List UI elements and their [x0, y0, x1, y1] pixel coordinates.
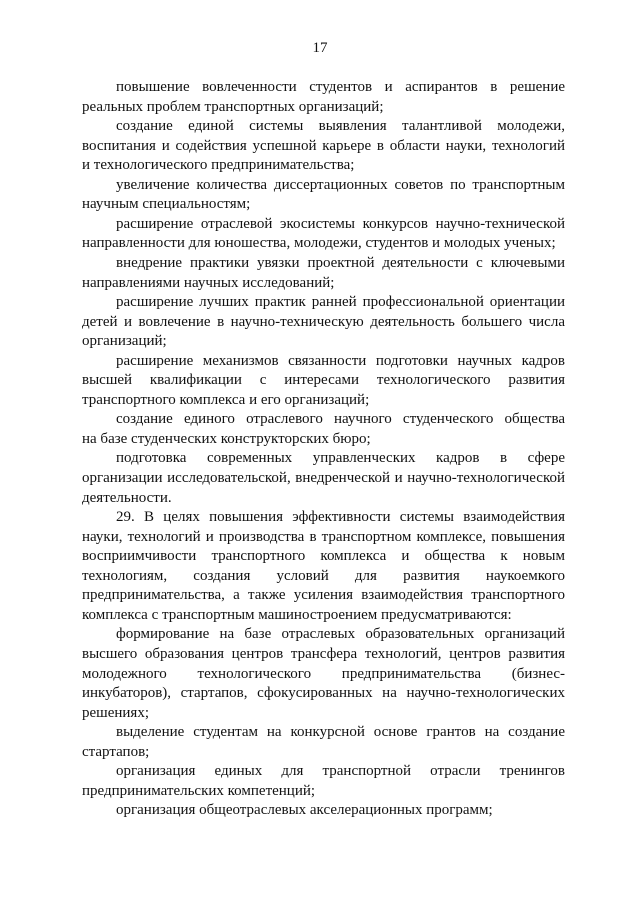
text-line: организация единых для транспортной отрасли тренингов	[116, 763, 565, 780]
text-line: организации исследовательской, внедренческой и научно-технологической	[82, 470, 565, 486]
text-line: восприимчивости транспортного комплекса и общества к новым	[82, 548, 565, 565]
text-line: транспортного комплекса и его организаций;	[82, 391, 370, 408]
text-line: повышение вовлеченности студентов и аспирантов в решение	[116, 79, 565, 95]
text-line: подготовка современных управленческих кадров в сфере	[116, 450, 565, 467]
text-line: создание единого отраслевого научного студенческого общества	[116, 411, 565, 428]
text-line: комплекса с транспортным машиностроением предусматриваются:	[82, 606, 512, 623]
text-line: предпринимательских компетенций;	[82, 782, 316, 799]
text-line: формирование на базе отраслевых образовательных организаций	[116, 626, 565, 643]
text-line: увеличение количества диссертационных советов по транспортным	[116, 176, 565, 193]
text-line: молодежного технологического предпринимательства (бизнес-	[82, 665, 565, 682]
text-line: реальных проблем транспортных организаций;	[82, 98, 384, 115]
text-line: решениях;	[82, 704, 149, 721]
text-line: инкубаторов), стартапов, сфокусированных на научно-технологических	[82, 685, 565, 702]
text-line: науки, технологий и производства в транспортном комплексе, повышения	[82, 528, 565, 545]
text-line: предпринимательства, а также усиления взаимодействия транспортного	[82, 587, 565, 604]
text-line: на базе студенческих конструкторских бюро;	[82, 430, 371, 447]
text-line: высшей квалификации с интересами технологического развития	[82, 372, 565, 389]
text-line: расширение лучших практик ранней профессиональной ориентации	[116, 294, 565, 311]
text-line: технологиям, создания условий для развития наукоемкого	[82, 567, 565, 584]
text-line: воспитания и содействия успешной карьере в области науки, технологий	[82, 137, 565, 154]
text-line: внедрение практики увязки проектной деятельности с ключевыми	[116, 255, 565, 271]
text-line: расширение механизмов связанности подготовки научных кадров	[116, 352, 565, 369]
page-number: 17	[312, 40, 328, 56]
text-line: направленности для юношества, молодежи, студентов и молодых ученых;	[82, 235, 556, 252]
text-line: выделение студентам на конкурсной основе грантов на создание	[116, 724, 565, 741]
text-line: создание единой системы выявления талантливой молодежи,	[116, 118, 565, 135]
text-line: организаций;	[82, 333, 167, 350]
text-line: детей и вовлечение в научно-техническую деятельность большего числа	[82, 313, 565, 330]
text-line: высшего образования центров трансфера технологий, центров развития	[82, 646, 565, 662]
text-line: расширение отраслевой экосистемы конкурсов научно-технической	[116, 215, 565, 232]
text-line: направлениями научных исследований;	[82, 274, 335, 291]
text-line: и технологического предпринимательства;	[82, 157, 355, 174]
text-line: 29. В целях повышения эффективности системы взаимодействия	[116, 509, 565, 526]
text-line: деятельности.	[82, 489, 172, 506]
text-line: организация общеотраслевых акселерационных программ;	[116, 802, 493, 819]
text-line: стартапов;	[82, 743, 150, 760]
text-line: научным специальностям;	[82, 196, 251, 213]
